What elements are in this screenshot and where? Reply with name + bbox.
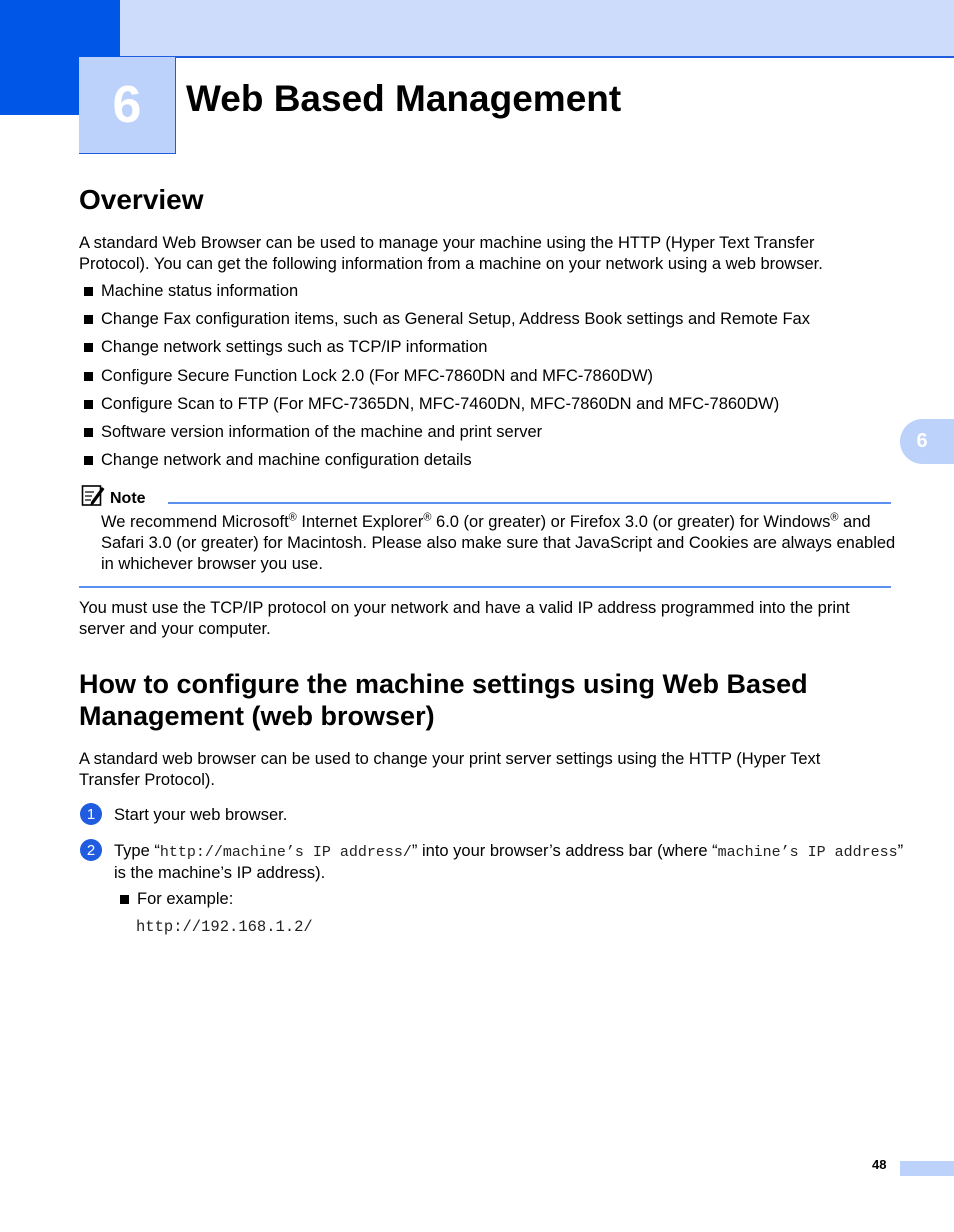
step-number-badge: 2 xyxy=(80,839,102,861)
list-item: Change Fax configuration items, such as General Setup, Address Book settings and Remote Fax xyxy=(84,309,810,337)
bullet-square-icon xyxy=(120,895,129,904)
bullet-square-icon xyxy=(84,456,93,465)
note-divider-top xyxy=(168,502,891,504)
code-url: http://machine’s IP address/ xyxy=(159,844,412,861)
bullet-square-icon xyxy=(84,287,93,296)
step-number-badge: 1 xyxy=(80,803,102,825)
list-item: Change network and machine configuration details xyxy=(84,450,810,478)
list-item: Configure Secure Function Lock 2.0 (For MFC-7860DN and MFC-7860DW) xyxy=(84,366,810,394)
example-url: http://192.168.1.2/ xyxy=(136,918,313,936)
bullet-square-icon xyxy=(84,372,93,381)
section-heading-howto: How to configure the machine settings using Web Based Management (web browser) xyxy=(79,669,808,731)
chapter-side-tab: 6 xyxy=(900,419,954,464)
footer-band xyxy=(900,1161,954,1176)
overview-intro: A standard Web Browser can be used to manage your machine using the HTTP (Hyper Text Transfer Protocol). You can get the following information from a machine on your network using a web browser. xyxy=(79,234,823,273)
bullet-square-icon xyxy=(84,428,93,437)
bullet-square-icon xyxy=(84,343,93,352)
header-rule xyxy=(120,56,954,58)
howto-intro: A standard web browser can be used to change your print server settings using the HTTP (Hyper Text Transfer Protocol). xyxy=(79,750,821,789)
note-divider-bottom xyxy=(79,586,891,588)
example-bullet: For example: xyxy=(120,889,233,910)
chapter-title: Web Based Management xyxy=(186,78,622,119)
feature-list xyxy=(84,281,810,478)
list-item: Change network settings such as TCP/IP information xyxy=(84,337,810,365)
code-placeholder: machine’s IP address xyxy=(717,844,898,861)
step-text: Start your web browser. xyxy=(114,806,288,824)
note-pencil-icon xyxy=(81,483,105,507)
note-text: We recommend Microsoft® Internet Explorer® 6.0 (or greater) or Firefox 3.0 (or greater) for Windows® and Safari 3.0 (or greater) for Macintosh. Please also make sure that JavaScript and Cookies are always enabled in whichever browser you use. xyxy=(101,511,896,573)
bullet-square-icon xyxy=(84,400,93,409)
note-label: Note xyxy=(110,490,146,507)
tcpip-requirement-text: You must use the TCP/IP protocol on your network and have a valid IP address programmed into the print server and your computer. xyxy=(79,599,850,638)
chapter-number: 6 xyxy=(79,57,176,154)
list-item: Configure Scan to FTP (For MFC-7365DN, MFC-7460DN, MFC-7860DN and MFC-7860DW) xyxy=(84,394,810,422)
section-heading-overview: Overview xyxy=(79,184,204,215)
header-band xyxy=(120,0,954,56)
bullet-square-icon xyxy=(84,315,93,324)
page-number: 48 xyxy=(872,1157,887,1172)
step-text: Type “http://machine’s IP address/” into your browser’s address bar (where “machine’s IP address” is the machine’s IP address). xyxy=(114,842,904,882)
list-item: Software version information of the machine and print server xyxy=(84,422,810,450)
list-item: Machine status information xyxy=(84,281,810,309)
